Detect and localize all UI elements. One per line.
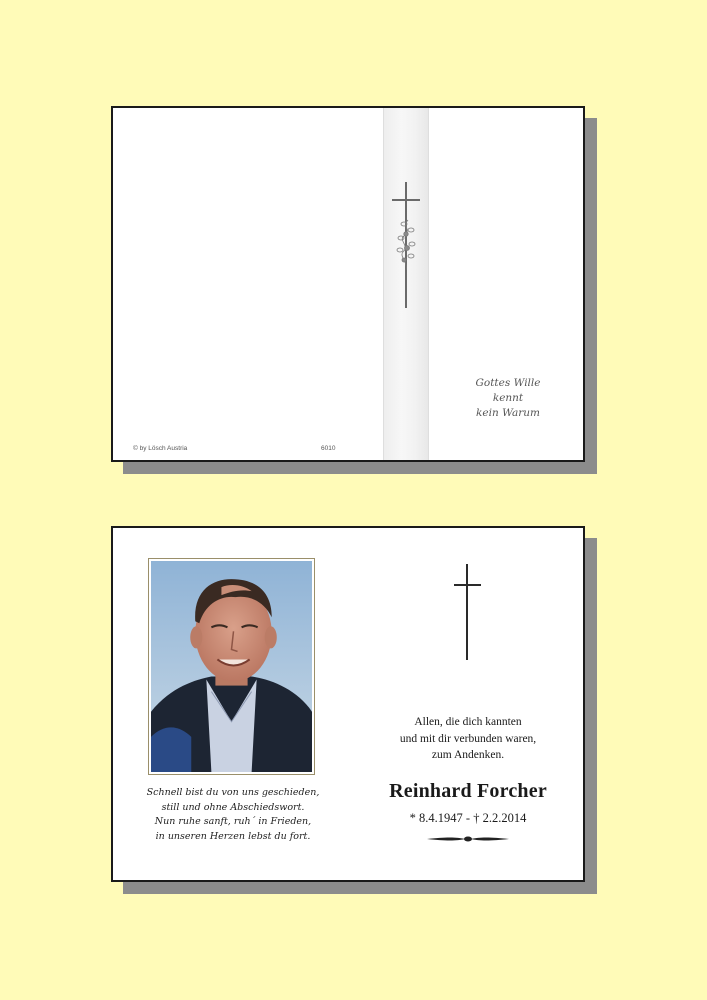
deceased-name: Reinhard Forcher (389, 780, 547, 802)
poem-line: in unseren Herzen lebst du fort. (155, 830, 311, 842)
copyright-text: © by Lösch Austria (133, 445, 188, 452)
card-outer (111, 106, 585, 462)
portrait-image (151, 561, 312, 772)
floral-cross-icon (392, 182, 422, 312)
motto (458, 376, 558, 421)
poem-line: Nun ruhe sanft, ruh´ in Frieden, (154, 816, 312, 827)
poem (133, 786, 333, 844)
catalog-number: 6010 (321, 445, 336, 452)
cross-icon (453, 564, 483, 660)
dedication-line: und mit dir verbunden waren, (399, 732, 537, 745)
dedication-line: Allen, die dich kannten (414, 716, 522, 728)
dedication-line: zum Andenken. (431, 749, 505, 761)
portrait-photo (148, 558, 315, 775)
poem-line: Schnell bist du von uns geschieden, (146, 787, 320, 798)
motto-line: kein Warum (476, 407, 540, 419)
decorative-band (383, 108, 429, 460)
ornament-divider-icon (425, 834, 511, 844)
life-dates: * 8.4.1947 - † 2.2.2014 (409, 811, 527, 825)
dedication (368, 714, 568, 764)
motto-line: Gottes Wille (475, 377, 541, 389)
card-inner (111, 526, 585, 882)
poem-line: still und ohne Abschiedswort. (161, 801, 305, 813)
motto-line: kennt (492, 392, 524, 404)
